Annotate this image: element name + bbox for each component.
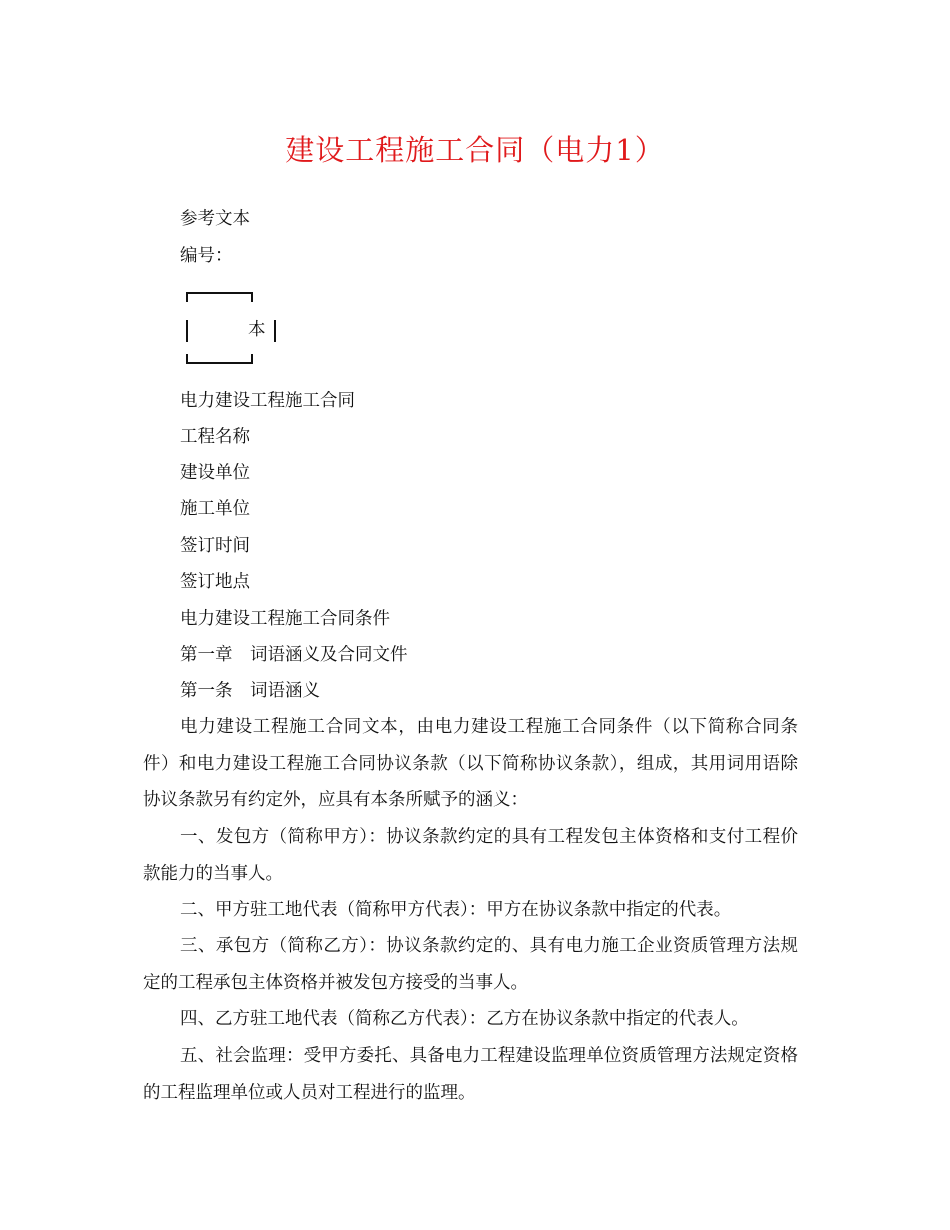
signing-time-label: 签订时间 [180, 536, 250, 556]
version-box-text: 本 [248, 320, 266, 340]
paragraph-party-a-rep: 二、甲方驻工地代表（简称甲方代表）：甲方在协议条款中指定的代表。 [180, 900, 732, 920]
document-title: 建设工程施工合同（电力1） [285, 133, 665, 167]
chapter-heading: 第一章 词语涵义及合同文件 [180, 645, 408, 665]
reference-text-label: 参考文本 [180, 209, 250, 229]
project-name-label: 工程名称 [180, 427, 250, 447]
version-box [186, 292, 266, 364]
contractor-unit-label: 施工单位 [180, 499, 250, 519]
signing-place-label: 签订地点 [180, 572, 250, 592]
paragraph-supervision: 五、社会监理：受甲方委托、具备电力工程建设监理单位资质管理方法规定资格的工程监理单位或人员对工程进行的监理。 [143, 1046, 798, 1103]
article-heading: 第一条 词语涵义 [180, 681, 320, 701]
paragraph-party-b: 三、承包方（简称乙方）：协议条款约定的、具有电力施工企业资质管理方法规定的工程承包主体资格并被发包方接受的当事人。 [143, 936, 798, 993]
number-label: 编号： [180, 246, 233, 266]
conditions-heading: 电力建设工程施工合同条件 [180, 609, 390, 629]
paragraph-party-b-rep: 四、乙方驻工地代表（简称乙方代表）：乙方在协议条款中指定的代表人。 [180, 1009, 749, 1029]
owner-unit-label: 建设单位 [180, 463, 250, 483]
cover-title: 电力建设工程施工合同 [180, 391, 355, 411]
paragraph-definitions-intro: 电力建设工程施工合同文本，由电力建设工程施工合同条件（以下简称合同条件）和电力建设工程施工合同协议条款（以下简称协议条款），组成，其用词用语除协议条款另有约定外，应具有本条所赋予的涵义： [143, 717, 798, 810]
paragraph-party-a: 一、发包方（简称甲方）：协议条款约定的具有工程发包主体资格和支付工程价款能力的当事人。 [143, 827, 798, 884]
